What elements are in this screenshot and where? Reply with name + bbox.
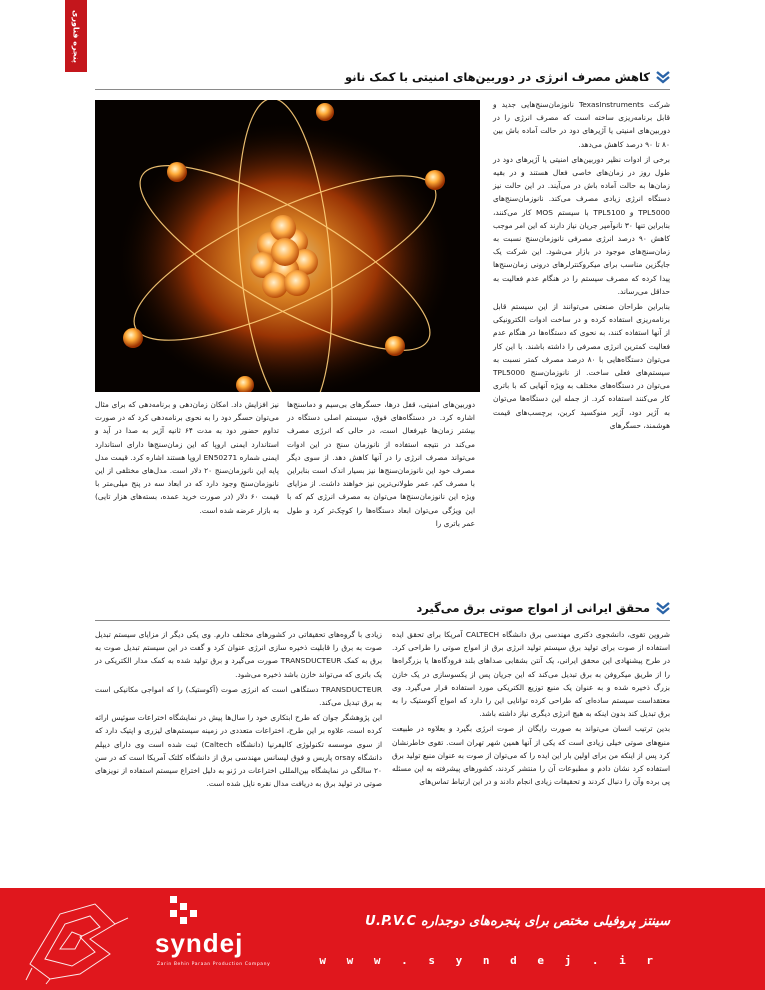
article2-headline (416, 601, 670, 615)
section-tab (65, 0, 87, 72)
article1-column-left (95, 398, 279, 519)
paragraph: بنابراین طراحان صنعتی می‌توانند از این سیستم قابل برنامه‌ریزی استفاده کرده و در ساخت ادوات الکترونیکی از آنها استفاده کنند، به نحوی که دستگاه‌ها در هنگام عدم فعالیت کمترین انرژی مصرفی را داشته باشند. با این کار می‌توان دستگاه‌هایی با ۸۰ درصد مصرف کمتر نسبت به سیستم‌های فعلی ساخت. از نانوزمان‌سنج TPL5000 می‌توان در دستگاه‌های مختلف به ویژه آنهایی که با باتری کار می‌کنند استفاده کرد. از جمله این دستگاه‌ها می‌توان به آژیر دود، آژیر منوکسید کربن، برچسب‌های قیمت هوشمند، حسگرهای (493, 302, 670, 430)
paragraph: زیادی با گروه‌های تحقیقاتی در کشورهای مختلف دارم. وی یکی دیگر از مزایای سیستم تبدیل صوت به برق را قابلیت ذخیره سازی انرژی عنوان کرد و گفت در این سیستم تبدیل صوت به برق به کمک TRANSDUCTEUR صورت می‌گیرد و برق تولید شده به کمک مدار الکتریکی در یک باتری که می‌تواند خازن باشد ذخیره می‌شود. (95, 630, 382, 679)
article1-column-right (493, 98, 670, 434)
article2-column-left (95, 628, 382, 792)
brand-subtitle: Zarin Behin Paraan Production Company (157, 962, 271, 967)
window-profile-sketch-icon (20, 894, 140, 986)
syndej-logo-mark-icon (166, 894, 206, 930)
paragraph: بدین ترتیب انسان می‌تواند به صورت رایگان از صوت انرژی بگیرد و بعلاوه در طبیعت منبع‌های صوتی خیلی زیادی است که یکی از آنها همین شهر تهران است. تقوی خاطرنشان کرد پس از اینکه من برای اولین بار این ایده را که می‌توان از صوت به عنوان منبع تولید برق استفاده کرد نشان دادم و مطبوعات آن را منتشر کردند، کشورهای پیشرفته به این مسئله پی برده وآن را دنبال کردند و تحقیقات زیادی انجام دادند و در این ارتباط تماس‌های (392, 724, 670, 787)
article1-headline (345, 70, 670, 84)
headline-rule (95, 620, 670, 621)
advertisement-banner (0, 888, 765, 990)
website-link[interactable]: w w w . s y n d e j . i r (319, 954, 660, 967)
headline-rule (95, 89, 670, 90)
paragraph: نیز افزایش داد. امکان زمان‌دهی و برنامه‌دهی که برای مثال می‌توان حسگر دود را به نحوی برنامه‌دهی کرد که در صورت تداوم حضور دود به مدت ۶۴ ثانیه آژیر به صدا در آید و استاندارد ایمنی اروپا که این زمان‌سنج‌ها دارای استاندارد ایمنی شماره EN50271 اروپا هستند اشاره کرد. قیمت مدل پایه این نانوزمان‌سنج ۲۰ دلار است. مدل‌های مختلفی از این نانوزمان‌سنج وجود دارد که در ابعاد سه در پنج میلی‌متر با قیمت ۶۰ دلار (در صورت خرید عمده، بسته‌های هزار تایی) به بازار عرضه شده است. (95, 400, 279, 515)
paragraph: این پژوهشگر جوان که طرح ابتکاری خود را سال‌ها پیش در نمایشگاه اختراعات سوئیس ارائه کرده است، علاوه بر این طرح، اختراعات متعددی در زمینه سیستم‌های لیزری و اپتیک دارد که از سوی موسسه تکنولوژی کالیفرنیا (دانشگاه Caltech) ثبت شده است وی دارای دیپلم دانشگاه orsay پاریس و فوق لیسانس مهندسی برق از دانشگاه کلتک آمریکا است که در سن ۲۰ سالگی در نمایشگاه بین‌المللی اختراعات در ژنو به دلیل اختراع سیستم استفاده از نویزهای صوتی در تولید برق به دریافت مدال نقره نایل شده است. (95, 713, 382, 789)
article1-column-middle (287, 398, 475, 532)
paragraph: دوربین‌های امنیتی، قفل درها، حسگرهای بی‌سیم و دماسنج‌ها اشاره کرد. در دستگاه‌های فوق، سیستم اصلی دستگاه در بیشتر زمان‌ها غیرفعال است، در حالی که انرژی مصرف می‌کند در نتیجه استفاده از نانوزمان سنج در این ادوات می‌تواند مصرف انرژی را در آنها کاهش دهد. از سوی دیگر مصرف خود این نانوزمان‌سنج‌ها نیز بسیار اندک است بنابراین با مصرف کم، عمر طولانی‌ترین نیز خواهند داشت. از مزایای ویژه این نانوزمان‌سنج‌ها می‌توان به مصرف انرژی کم که با این ویژگی می‌توان ابعاد دستگاه‌ها را کوچک‌تر کرد و طول عمر باتری را (287, 400, 475, 528)
chevron-down-icon (656, 70, 670, 84)
article1-title: کاهش مصرف انرژی در دوربین‌های امنیتی با کمک نانو (345, 70, 650, 84)
article2-title: محقق ایرانی از امواج صوتی برق می‌گیرد (416, 601, 650, 615)
section-tab-label: پنجره فناوری (71, 9, 81, 63)
atom-illustration (95, 100, 480, 392)
paragraph: شرکت TexasInstruments نانوزمان‌سنج‌هایی جدید و قابل برنامه‌ریزی ساخته است که مصرف انرژی را در دوربین‌های امنیتی یا آژیرهای دود در حالت آماده باش بین ۸۰ تا ۹۰ درصد کاهش می‌دهد. (493, 100, 670, 149)
brand-logo: syndej (155, 928, 244, 958)
paragraph: TRANSDUCTEUR دستگاهی است که انرژی صوت (آکوستیک) را که امواجی مکانیکی است به برق تبدیل می‌کند. (95, 684, 382, 708)
chevron-down-icon (656, 601, 670, 615)
paragraph: برخی از ادوات نظیر دوربین‌های امنیتی یا آژیرهای دود در طول روز در زمان‌های خاصی فعال هستند و در بقیه زمان‌ها به حالت آماده باش در می‌آیند. در این حالت نیز دستگاه انرژی زیادی مصرف می‌کند. نانوزمان‌سنج‌های TPL5000 و TPL5100 با سیستم MOS کار می‌کنند، بنابراین تنها ۳۰ نانوآمپر جریان نیاز دارند که این امر موجب کاهش ۹۰ درصد انرژی مصرفی نانوزمان‌سنج نسبت به زمان‌سنج‌های موجود در بازار می‌شود. این شرکت یک جایگزین مناسب برای میکروکنترلرهای درونی زمان‌سنج‌ها پیدا کرده که مصرف سیستم را در هنگام عدم فعالیت به حداقل می‌رساند. (493, 154, 670, 296)
atom-image (95, 100, 480, 392)
article2-column-right (392, 628, 670, 790)
paragraph: شروین تقوی، دانشجوی دکتری مهندسی برق دانشگاه CALTECH آمریکا برای تحقق ایده استفاده از صوت برای تولید برق سیستم تولید انرژی برق از امواج صوتی را طراحی کرد. در طرح پیشنهادی این محقق ایرانی، یک آنتن بشقابی صداهای بلند فرودگاه‌ها یا بزرگراه‌ها را از طریق میکروفن به برق تبدیل می‌کند که این جریان پس از یکسوسازی در یک خازن بزرگ ذخیره شده و به عنوان یک منبع توزیع الکتریکی مورد استفاده قرار می‌گیرد. وی معتقداست سیستم ساده‌ای که طراحی کرده توانایی این را دارد که امواج آکوستیک را به برق تبدیل کند بدون اینکه به هیچ انرژی دیگری نیاز داشته باشد. (392, 630, 670, 719)
ad-tagline: سینتز پروفیلی مختص برای پنجره‌های دوجداره U.P.V.C (365, 914, 670, 929)
